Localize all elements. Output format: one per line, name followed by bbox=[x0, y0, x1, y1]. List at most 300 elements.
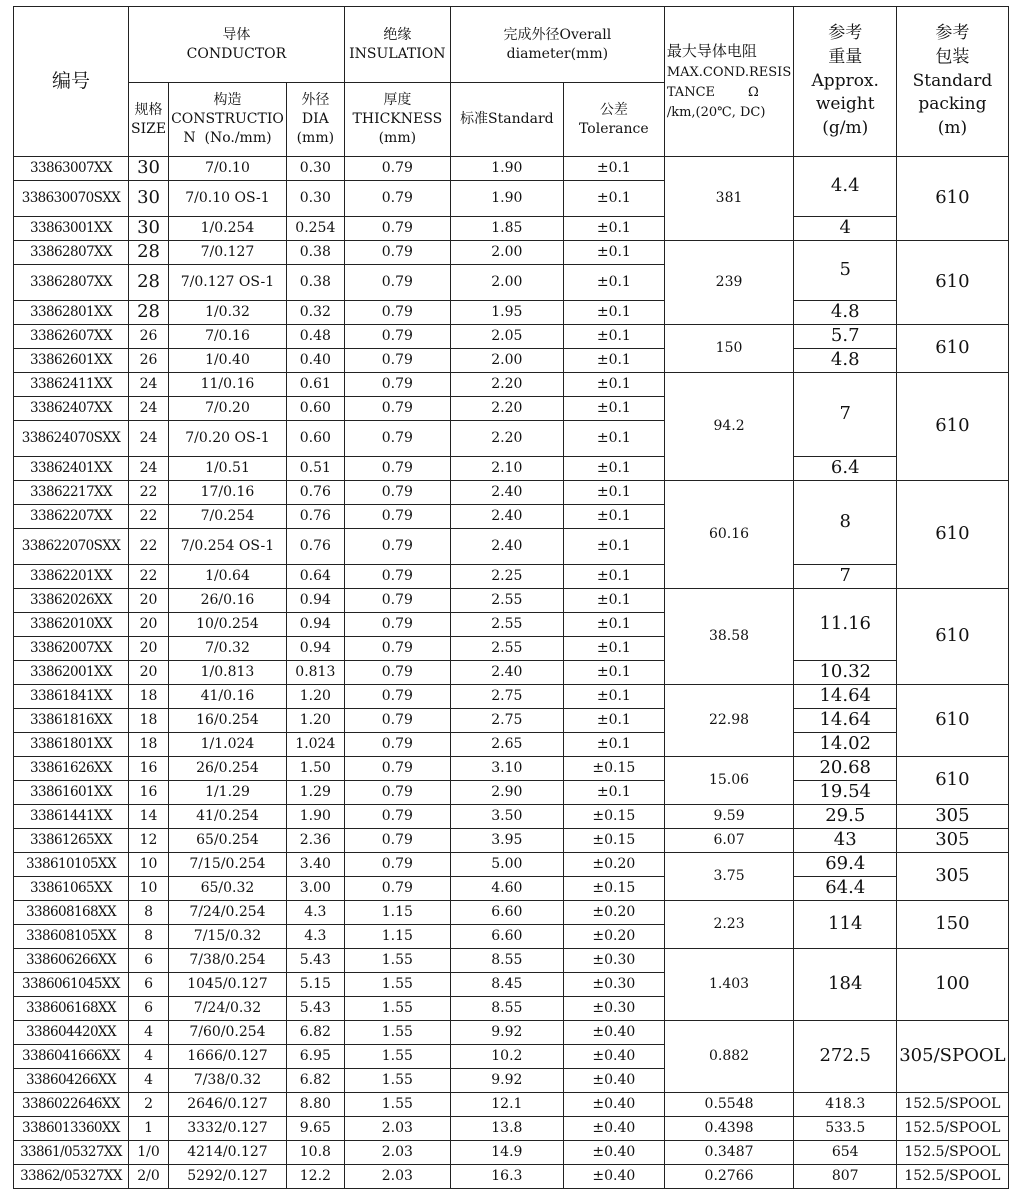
cell-standard: 5.00 bbox=[450, 853, 563, 877]
cell-dia: 0.76 bbox=[286, 481, 344, 505]
header-id: 编号 bbox=[14, 7, 129, 157]
table-row bbox=[14, 217, 1009, 241]
table-row bbox=[14, 241, 1009, 265]
cell-construction: 1666/0.127 bbox=[169, 1045, 287, 1069]
cell-construction: 7/0.16 bbox=[169, 325, 287, 349]
cell-weight: 11.16 bbox=[794, 589, 897, 661]
cell-tolerance: ±0.40 bbox=[563, 1021, 664, 1045]
table-row bbox=[14, 1117, 1009, 1141]
cell-standard: 2.75 bbox=[450, 685, 563, 709]
cell-weight: 19.54 bbox=[794, 781, 897, 805]
table-row bbox=[14, 853, 1009, 877]
cell-tolerance: ±0.40 bbox=[563, 1165, 664, 1189]
cell-size: 1 bbox=[129, 1117, 169, 1141]
cell-resistance: 239 bbox=[664, 241, 793, 325]
cell-standard: 9.92 bbox=[450, 1069, 563, 1093]
cell-weight: 418.3 bbox=[794, 1093, 897, 1117]
header-conductor-en: CONDUCTOR bbox=[186, 45, 287, 62]
cell-tolerance: ±0.20 bbox=[563, 853, 664, 877]
header-standard: 标准Standard bbox=[450, 83, 563, 157]
cell-dia: 1.50 bbox=[286, 757, 344, 781]
cell-size: 28 bbox=[129, 241, 169, 265]
cell-standard: 12.1 bbox=[450, 1093, 563, 1117]
cell-dia: 8.80 bbox=[286, 1093, 344, 1117]
header-construction-en1: CONSTRUCTIO bbox=[171, 111, 284, 128]
cell-tolerance: ±0.1 bbox=[563, 685, 664, 709]
header-thickness-unit: (mm) bbox=[378, 129, 417, 146]
cell-size: 4 bbox=[129, 1021, 169, 1045]
cell-weight: 14.64 bbox=[794, 685, 897, 709]
cell-tolerance: ±0.40 bbox=[563, 1093, 664, 1117]
cell-thickness: 0.79 bbox=[344, 805, 450, 829]
cell-packing: 305 bbox=[897, 805, 1008, 829]
cell-id: 338604420XX bbox=[14, 1021, 129, 1045]
cell-tolerance: ±0.1 bbox=[563, 565, 664, 589]
table-row bbox=[14, 877, 1009, 901]
cell-construction: 7/0.32 bbox=[169, 637, 287, 661]
cell-thickness: 0.79 bbox=[344, 733, 450, 757]
cell-id: 33862401XX bbox=[14, 457, 129, 481]
cell-packing: 610 bbox=[897, 589, 1008, 685]
header-dia bbox=[286, 83, 344, 157]
cell-standard: 6.60 bbox=[450, 925, 563, 949]
cell-construction: 1/0.254 bbox=[169, 217, 287, 241]
cell-weight: 7 bbox=[794, 565, 897, 589]
cell-weight: 8 bbox=[794, 481, 897, 565]
header-resistance-en2: TANCE Ω bbox=[666, 85, 759, 101]
cell-dia: 0.813 bbox=[286, 661, 344, 685]
cell-thickness: 0.79 bbox=[344, 685, 450, 709]
cell-weight: 4.8 bbox=[794, 301, 897, 325]
cell-tolerance: ±0.15 bbox=[563, 829, 664, 853]
cell-construction: 1/0.51 bbox=[169, 457, 287, 481]
cell-dia: 0.38 bbox=[286, 241, 344, 265]
header-weight-zh2: 重量 bbox=[828, 46, 863, 67]
cell-id: 33862217XX bbox=[14, 481, 129, 505]
cell-weight: 20.68 bbox=[794, 757, 897, 781]
cell-weight: 272.5 bbox=[794, 1021, 897, 1093]
cell-thickness: 2.03 bbox=[344, 1117, 450, 1141]
header-overall-diameter-line2: diameter(mm) bbox=[506, 45, 609, 62]
cell-tolerance: ±0.1 bbox=[563, 529, 664, 565]
cell-tolerance: ±0.15 bbox=[563, 877, 664, 901]
cell-standard: 2.20 bbox=[450, 373, 563, 397]
cell-dia: 0.94 bbox=[286, 637, 344, 661]
cell-size: 28 bbox=[129, 301, 169, 325]
cell-tolerance: ±0.1 bbox=[563, 241, 664, 265]
cell-standard: 2.00 bbox=[450, 349, 563, 373]
cell-dia: 0.254 bbox=[286, 217, 344, 241]
cell-thickness: 1.15 bbox=[344, 925, 450, 949]
cell-tolerance: ±0.1 bbox=[563, 733, 664, 757]
cell-thickness: 0.79 bbox=[344, 877, 450, 901]
cell-standard: 2.05 bbox=[450, 325, 563, 349]
header-weight-en2: weight bbox=[815, 94, 875, 115]
cell-thickness: 1.55 bbox=[344, 973, 450, 997]
cell-id: 33862001XX bbox=[14, 661, 129, 685]
cell-construction: 7/38/0.32 bbox=[169, 1069, 287, 1093]
cell-standard: 2.55 bbox=[450, 613, 563, 637]
cell-resistance: 6.07 bbox=[664, 829, 793, 853]
cell-dia: 10.8 bbox=[286, 1141, 344, 1165]
header-thickness-en: THICKNESS bbox=[352, 111, 443, 128]
table-row bbox=[14, 829, 1009, 853]
cell-thickness: 0.79 bbox=[344, 157, 450, 181]
cell-standard: 2.40 bbox=[450, 661, 563, 685]
cell-dia: 0.51 bbox=[286, 457, 344, 481]
header-resistance-zh: 最大导体电阻 bbox=[666, 41, 757, 60]
header-insulation bbox=[344, 7, 450, 83]
cell-standard: 2.55 bbox=[450, 589, 563, 613]
cell-construction: 1/0.64 bbox=[169, 565, 287, 589]
cell-resistance: 0.882 bbox=[664, 1021, 793, 1093]
cell-dia: 0.38 bbox=[286, 265, 344, 301]
cell-standard: 3.95 bbox=[450, 829, 563, 853]
cell-resistance: 9.59 bbox=[664, 805, 793, 829]
cell-thickness: 0.79 bbox=[344, 853, 450, 877]
table-row bbox=[14, 1093, 1009, 1117]
cell-packing: 305 bbox=[897, 829, 1008, 853]
cell-tolerance: ±0.1 bbox=[563, 505, 664, 529]
header-weight-zh1: 参考 bbox=[828, 23, 863, 43]
cell-thickness: 1.55 bbox=[344, 1069, 450, 1093]
table-row bbox=[14, 349, 1009, 373]
cell-size: 4 bbox=[129, 1069, 169, 1093]
cell-thickness: 1.55 bbox=[344, 1093, 450, 1117]
header-weight-unit: (g/m) bbox=[822, 118, 869, 139]
table-row bbox=[14, 565, 1009, 589]
cell-thickness: 0.79 bbox=[344, 589, 450, 613]
cell-tolerance: ±0.30 bbox=[563, 973, 664, 997]
cell-construction: 4214/0.127 bbox=[169, 1141, 287, 1165]
cell-weight: 807 bbox=[794, 1165, 897, 1189]
cell-weight: 6.4 bbox=[794, 457, 897, 481]
cell-tolerance: ±0.1 bbox=[563, 217, 664, 241]
cell-tolerance: ±0.1 bbox=[563, 325, 664, 349]
cell-tolerance: ±0.1 bbox=[563, 181, 664, 217]
cell-resistance: 381 bbox=[664, 157, 793, 241]
cell-tolerance: ±0.1 bbox=[563, 637, 664, 661]
cell-id: 338604266XX bbox=[14, 1069, 129, 1093]
header-packing bbox=[897, 7, 1008, 157]
cell-id: 3386022646XX bbox=[14, 1093, 129, 1117]
cell-weight: 7 bbox=[794, 373, 897, 457]
cell-dia: 0.60 bbox=[286, 421, 344, 457]
cell-tolerance: ±0.40 bbox=[563, 1117, 664, 1141]
cell-standard: 10.2 bbox=[450, 1045, 563, 1069]
cell-tolerance: ±0.15 bbox=[563, 805, 664, 829]
cell-thickness: 0.79 bbox=[344, 709, 450, 733]
cell-weight: 5.7 bbox=[794, 325, 897, 349]
cell-dia: 4.3 bbox=[286, 925, 344, 949]
cell-standard: 2.90 bbox=[450, 781, 563, 805]
cell-standard: 4.60 bbox=[450, 877, 563, 901]
cell-resistance: 22.98 bbox=[664, 685, 793, 757]
cell-construction: 7/60/0.254 bbox=[169, 1021, 287, 1045]
cell-dia: 3.40 bbox=[286, 853, 344, 877]
cell-id: 3386013360XX bbox=[14, 1117, 129, 1141]
cell-size: 14 bbox=[129, 805, 169, 829]
table-row bbox=[14, 949, 1009, 973]
cell-thickness: 0.79 bbox=[344, 457, 450, 481]
cell-size: 6 bbox=[129, 973, 169, 997]
cell-construction: 3332/0.127 bbox=[169, 1117, 287, 1141]
cell-standard: 2.00 bbox=[450, 241, 563, 265]
cell-size: 28 bbox=[129, 265, 169, 301]
cell-size: 10 bbox=[129, 877, 169, 901]
cell-tolerance: ±0.20 bbox=[563, 901, 664, 925]
cell-packing: 152.5/SPOOL bbox=[897, 1093, 1008, 1117]
cell-dia: 5.43 bbox=[286, 949, 344, 973]
cell-packing: 100 bbox=[897, 949, 1008, 1021]
cell-weight: 654 bbox=[794, 1141, 897, 1165]
cell-construction: 10/0.254 bbox=[169, 613, 287, 637]
cell-construction: 1045/0.127 bbox=[169, 973, 287, 997]
cell-thickness: 0.79 bbox=[344, 217, 450, 241]
table-row bbox=[14, 373, 1009, 397]
cell-thickness: 0.79 bbox=[344, 421, 450, 457]
table-row bbox=[14, 325, 1009, 349]
cell-tolerance: ±0.40 bbox=[563, 1069, 664, 1093]
cell-packing: 305 bbox=[897, 853, 1008, 901]
table-row bbox=[14, 457, 1009, 481]
cell-dia: 0.32 bbox=[286, 301, 344, 325]
cell-dia: 1.90 bbox=[286, 805, 344, 829]
cell-packing: 150 bbox=[897, 901, 1008, 949]
header-packing-zh1: 参考 bbox=[935, 23, 970, 43]
cell-dia: 6.82 bbox=[286, 1069, 344, 1093]
cable-spec-table bbox=[13, 6, 1009, 1189]
cell-construction: 5292/0.127 bbox=[169, 1165, 287, 1189]
cell-id: 33863007XX bbox=[14, 157, 129, 181]
cell-thickness: 0.79 bbox=[344, 325, 450, 349]
cell-tolerance: ±0.20 bbox=[563, 925, 664, 949]
cell-thickness: 0.79 bbox=[344, 373, 450, 397]
cell-standard: 2.75 bbox=[450, 709, 563, 733]
cell-construction: 65/0.254 bbox=[169, 829, 287, 853]
cell-size: 18 bbox=[129, 733, 169, 757]
cell-resistance: 2.23 bbox=[664, 901, 793, 949]
header-insulation-zh: 绝缘 bbox=[383, 26, 412, 43]
cell-id: 338630070SXX bbox=[14, 181, 129, 217]
cell-construction: 7/0.127 bbox=[169, 241, 287, 265]
cell-tolerance: ±0.1 bbox=[563, 373, 664, 397]
cell-packing: 152.5/SPOOL bbox=[897, 1165, 1008, 1189]
header-weight-en1: Approx. bbox=[811, 70, 879, 91]
cell-construction: 7/15/0.32 bbox=[169, 925, 287, 949]
cell-dia: 0.48 bbox=[286, 325, 344, 349]
cell-tolerance: ±0.1 bbox=[563, 781, 664, 805]
cell-construction: 17/0.16 bbox=[169, 481, 287, 505]
cell-size: 24 bbox=[129, 421, 169, 457]
cell-resistance: 38.58 bbox=[664, 589, 793, 685]
cell-resistance: 94.2 bbox=[664, 373, 793, 481]
cell-id: 33861/05327XX bbox=[14, 1141, 129, 1165]
cell-size: 8 bbox=[129, 901, 169, 925]
table-row bbox=[14, 589, 1009, 613]
header-dia-unit: (mm) bbox=[296, 129, 335, 146]
cell-dia: 0.76 bbox=[286, 529, 344, 565]
cell-standard: 2.65 bbox=[450, 733, 563, 757]
cell-id: 338624070SXX bbox=[14, 421, 129, 457]
cell-thickness: 2.03 bbox=[344, 1141, 450, 1165]
cell-id: 338606266XX bbox=[14, 949, 129, 973]
header-tolerance bbox=[563, 83, 664, 157]
cell-size: 24 bbox=[129, 457, 169, 481]
cell-resistance: 3.75 bbox=[664, 853, 793, 901]
cell-construction: 7/38/0.254 bbox=[169, 949, 287, 973]
cell-standard: 2.10 bbox=[450, 457, 563, 481]
cell-id: 33862601XX bbox=[14, 349, 129, 373]
cell-thickness: 2.03 bbox=[344, 1165, 450, 1189]
cell-id: 33862411XX bbox=[14, 373, 129, 397]
cell-standard: 1.85 bbox=[450, 217, 563, 241]
header-size-en: SIZE bbox=[131, 120, 167, 137]
cell-dia: 0.40 bbox=[286, 349, 344, 373]
cell-id: 338622070SXX bbox=[14, 529, 129, 565]
cell-construction: 11/0.16 bbox=[169, 373, 287, 397]
cell-id: 3386061045XX bbox=[14, 973, 129, 997]
cell-standard: 2.55 bbox=[450, 637, 563, 661]
cell-dia: 0.94 bbox=[286, 613, 344, 637]
cell-thickness: 1.15 bbox=[344, 901, 450, 925]
cell-id: 33861816XX bbox=[14, 709, 129, 733]
cell-tolerance: ±0.15 bbox=[563, 757, 664, 781]
cell-id: 3386041666XX bbox=[14, 1045, 129, 1069]
header-resistance-en1: MAX.COND.RESIS bbox=[666, 64, 792, 80]
header-dia-en: DIA bbox=[301, 111, 329, 128]
cell-weight: 4 bbox=[794, 217, 897, 241]
cell-dia: 1.29 bbox=[286, 781, 344, 805]
cell-weight: 14.64 bbox=[794, 709, 897, 733]
cell-standard: 1.95 bbox=[450, 301, 563, 325]
cell-tolerance: ±0.30 bbox=[563, 997, 664, 1021]
cell-packing: 610 bbox=[897, 241, 1008, 325]
header-thickness-zh: 厚度 bbox=[383, 92, 412, 109]
cell-id: 33862407XX bbox=[14, 397, 129, 421]
table-row bbox=[14, 1165, 1009, 1189]
cell-construction: 1/0.813 bbox=[169, 661, 287, 685]
cell-size: 6 bbox=[129, 949, 169, 973]
cell-thickness: 0.79 bbox=[344, 637, 450, 661]
cell-dia: 1.024 bbox=[286, 733, 344, 757]
table-row bbox=[14, 661, 1009, 685]
cell-weight: 4.4 bbox=[794, 157, 897, 217]
cell-standard: 2.25 bbox=[450, 565, 563, 589]
cell-thickness: 0.79 bbox=[344, 613, 450, 637]
cell-weight: 29.5 bbox=[794, 805, 897, 829]
cell-size: 4 bbox=[129, 1045, 169, 1069]
cell-id: 33862807XX bbox=[14, 241, 129, 265]
cell-dia: 0.60 bbox=[286, 397, 344, 421]
cell-construction: 7/0.254 bbox=[169, 505, 287, 529]
cell-thickness: 0.79 bbox=[344, 481, 450, 505]
cell-size: 16 bbox=[129, 781, 169, 805]
header-size-zh: 规格 bbox=[134, 101, 163, 118]
cell-standard: 2.20 bbox=[450, 397, 563, 421]
cell-weight: 10.32 bbox=[794, 661, 897, 685]
cell-size: 26 bbox=[129, 325, 169, 349]
cell-size: 24 bbox=[129, 397, 169, 421]
cell-weight: 14.02 bbox=[794, 733, 897, 757]
cell-id: 338610105XX bbox=[14, 853, 129, 877]
cell-id: 33862607XX bbox=[14, 325, 129, 349]
header-weight bbox=[794, 7, 897, 157]
cell-construction: 7/24/0.32 bbox=[169, 997, 287, 1021]
cell-standard: 16.3 bbox=[450, 1165, 563, 1189]
cell-size: 18 bbox=[129, 685, 169, 709]
cell-size: 22 bbox=[129, 481, 169, 505]
cell-size: 10 bbox=[129, 853, 169, 877]
cell-id: 33861626XX bbox=[14, 757, 129, 781]
cell-dia: 6.95 bbox=[286, 1045, 344, 1069]
header-packing-unit: (m) bbox=[937, 118, 968, 139]
cell-thickness: 0.79 bbox=[344, 757, 450, 781]
table-row bbox=[14, 733, 1009, 757]
cell-tolerance: ±0.1 bbox=[563, 421, 664, 457]
cell-size: 30 bbox=[129, 181, 169, 217]
cell-packing: 610 bbox=[897, 685, 1008, 757]
cell-construction: 7/15/0.254 bbox=[169, 853, 287, 877]
cell-size: 16 bbox=[129, 757, 169, 781]
cell-resistance: 60.16 bbox=[664, 481, 793, 589]
cell-standard: 6.60 bbox=[450, 901, 563, 925]
table-row bbox=[14, 1141, 1009, 1165]
cell-id: 33862207XX bbox=[14, 505, 129, 529]
cell-construction: 7/0.20 OS-1 bbox=[169, 421, 287, 457]
cell-size: 20 bbox=[129, 589, 169, 613]
header-packing-en1: Standard bbox=[912, 70, 993, 91]
cell-dia: 2.36 bbox=[286, 829, 344, 853]
cell-thickness: 1.55 bbox=[344, 1021, 450, 1045]
cell-size: 20 bbox=[129, 661, 169, 685]
header-overall-diameter bbox=[450, 7, 664, 83]
cell-packing: 610 bbox=[897, 373, 1008, 481]
header-construction-zh: 构造 bbox=[213, 92, 242, 109]
cell-thickness: 0.79 bbox=[344, 505, 450, 529]
table-row bbox=[14, 757, 1009, 781]
cell-dia: 5.43 bbox=[286, 997, 344, 1021]
cell-packing: 152.5/SPOOL bbox=[897, 1117, 1008, 1141]
cell-standard: 2.00 bbox=[450, 265, 563, 301]
cell-thickness: 1.55 bbox=[344, 1045, 450, 1069]
cell-tolerance: ±0.1 bbox=[563, 709, 664, 733]
cell-id: 33861841XX bbox=[14, 685, 129, 709]
cell-weight: 4.8 bbox=[794, 349, 897, 373]
cell-dia: 5.15 bbox=[286, 973, 344, 997]
cell-id: 33862807XX bbox=[14, 265, 129, 301]
cell-size: 2/0 bbox=[129, 1165, 169, 1189]
cell-size: 20 bbox=[129, 637, 169, 661]
cell-dia: 0.30 bbox=[286, 181, 344, 217]
header-dia-zh: 外径 bbox=[301, 92, 330, 109]
cell-construction: 7/0.127 OS-1 bbox=[169, 265, 287, 301]
cell-tolerance: ±0.30 bbox=[563, 949, 664, 973]
cell-size: 18 bbox=[129, 709, 169, 733]
cell-thickness: 0.79 bbox=[344, 781, 450, 805]
cell-construction: 7/0.10 bbox=[169, 157, 287, 181]
cell-resistance: 1.403 bbox=[664, 949, 793, 1021]
cell-tolerance: ±0.1 bbox=[563, 589, 664, 613]
header-overall-diameter-line1: 完成外径Overall bbox=[503, 26, 612, 43]
cell-thickness: 0.79 bbox=[344, 241, 450, 265]
cell-size: 26 bbox=[129, 349, 169, 373]
cell-construction: 1/1.024 bbox=[169, 733, 287, 757]
header-tolerance-zh: 公差 bbox=[599, 101, 628, 118]
cell-construction: 1/0.40 bbox=[169, 349, 287, 373]
cell-id: 33862/05327XX bbox=[14, 1165, 129, 1189]
cell-tolerance: ±0.1 bbox=[563, 397, 664, 421]
